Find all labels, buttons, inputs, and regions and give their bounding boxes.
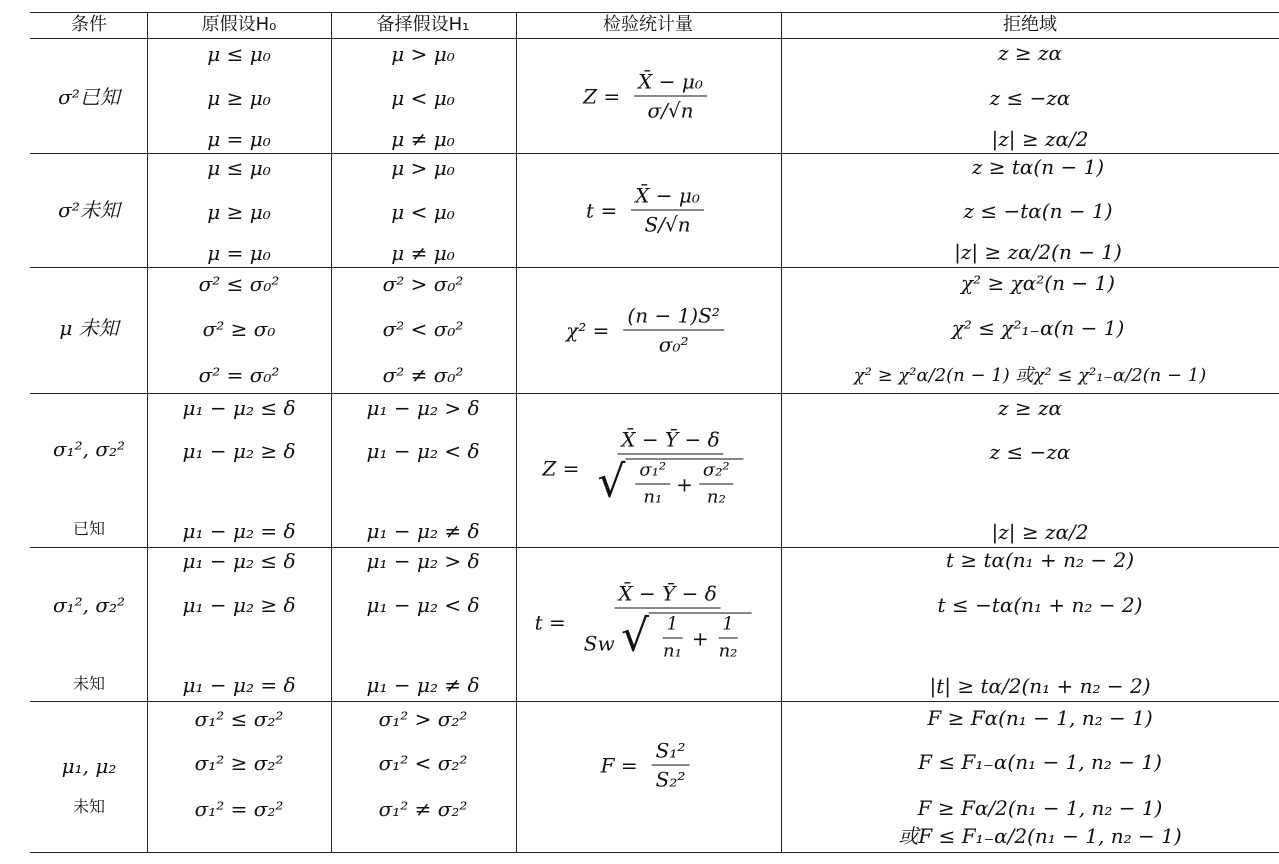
h0-cell: μ ≤ μ₀ [207, 156, 271, 180]
sqrt-icon: √ [597, 456, 626, 508]
h0-cell: μ₁ − μ₂ = δ [182, 673, 296, 697]
h1-cell: μ ≠ μ₀ [391, 127, 455, 151]
rejection-cell: |z| ≥ zα/2 [991, 127, 1089, 151]
column-divider [147, 12, 148, 852]
rejection-cell: z ≤ −zα [989, 440, 1071, 464]
formula-lhs: t = [586, 198, 618, 222]
formula-lhs: Z = [542, 456, 580, 480]
condition-cell: 已知 [72, 519, 106, 538]
h1-cell: μ ≠ μ₀ [391, 241, 455, 265]
h0-cell: σ₁² ≥ σ₂² [194, 751, 284, 775]
rejection-cell: t ≤ −tα(n₁ + n₂ − 2) [937, 593, 1143, 617]
formula-lhs: F = [600, 753, 638, 777]
h1-cell: μ₁ − μ₂ ≠ δ [366, 519, 480, 543]
h0-cell: μ₁ − μ₂ ≤ δ [182, 396, 296, 420]
h0-cell: μ ≥ μ₀ [207, 200, 271, 224]
column-divider [781, 12, 782, 852]
formula-denominator: S/√n [644, 212, 691, 237]
rejection-cell: z ≥ zα [997, 41, 1063, 65]
h0-cell: μ ≤ μ₀ [207, 42, 271, 66]
h1-cell: σ₁² < σ₂² [378, 751, 468, 775]
rejection-cell: F ≥ Fα(n₁ − 1, n₂ − 1) [927, 706, 1153, 730]
h1-cell: σ² > σ₀² [382, 272, 464, 296]
column-divider [516, 12, 517, 852]
test-statistic-formula [600, 738, 696, 792]
test-statistic-formula [534, 581, 762, 662]
h1-cell: σ² ≠ σ₀² [382, 363, 464, 387]
condition-cell: σ²已知 [58, 85, 120, 109]
condition-cell: 未知 [72, 797, 106, 816]
rejection-cell: χ² ≤ χ²₁₋α(n − 1) [951, 316, 1125, 340]
term: n₁ [643, 486, 663, 508]
plus-sign: + [691, 626, 709, 650]
h0-cell: μ₁ − μ₂ ≥ δ [182, 439, 296, 463]
condition-cell: μ₁, μ₂ [61, 754, 117, 778]
h0-cell: σ₁² ≤ σ₂² [194, 707, 284, 731]
formula-lhs: Z = [583, 84, 621, 108]
rejection-cell: F ≥ Fα/2(n₁ − 1, n₂ − 1) [917, 796, 1163, 820]
rejection-cell: z ≤ −zα [989, 86, 1071, 110]
test-statistic-formula [583, 69, 713, 123]
h0-cell: σ₁² = σ₂² [194, 797, 284, 821]
rejection-cell: |z| ≥ zα/2(n − 1) [954, 240, 1122, 264]
row-divider [30, 393, 1279, 394]
header-rule [30, 38, 1279, 39]
h0-cell: σ² ≤ σ₀² [198, 272, 280, 296]
rejection-cell: z ≥ tα(n − 1) [971, 155, 1105, 179]
h1-cell: σ₁² ≠ σ₂² [378, 797, 468, 821]
table-top-rule [30, 12, 1279, 13]
formula-denominator: σ₀² [658, 332, 689, 357]
h0-cell: μ₁ − μ₂ ≤ δ [182, 549, 296, 573]
condition-cell: σ₁², σ₂² [52, 593, 126, 617]
h0-cell: σ² ≥ σ₀ [202, 317, 276, 341]
formula-numerator: X̄ − Ȳ − δ [617, 430, 723, 455]
h1-cell: μ > μ₀ [391, 156, 455, 180]
formula-numerator: (n − 1)S² [623, 306, 723, 331]
h1-cell: μ < μ₀ [391, 86, 455, 110]
formula-lhs: t = [534, 610, 566, 634]
formula-denominator: σ/√n [647, 98, 694, 123]
row-divider [30, 267, 1279, 268]
h1-cell: μ < μ₀ [391, 200, 455, 224]
term: n₁ [663, 640, 682, 662]
term: 1 [718, 616, 737, 639]
formula-numerator: X̄ − μ₀ [634, 72, 707, 97]
term: σ₁² [635, 462, 670, 485]
h1-cell: μ > μ₀ [391, 42, 455, 66]
h0-cell: μ = μ₀ [207, 127, 271, 151]
formula-lhs: χ² = [566, 318, 610, 342]
term: 1 [663, 616, 682, 639]
pooled-sd: Sw [583, 631, 615, 656]
formula-denominator [580, 609, 756, 661]
test-statistic-formula [542, 427, 753, 508]
h1-cell: μ₁ − μ₂ > δ [366, 396, 480, 420]
plus-sign: + [676, 472, 693, 496]
h1-cell: σ² < σ₀² [382, 317, 464, 341]
header-rejection-region: 拒绝域 [1003, 14, 1057, 35]
rejection-cell: |z| ≥ zα/2 [991, 520, 1089, 544]
h0-cell: μ = μ₀ [207, 241, 271, 265]
row-divider [30, 153, 1279, 154]
formula-numerator: S₁² [652, 741, 690, 766]
rejection-cell: 或F ≤ F₁₋α/2(n₁ − 1, n₂ − 1) [898, 824, 1182, 848]
test-statistic-formula [586, 183, 710, 237]
condition-cell: σ²未知 [58, 198, 120, 222]
rejection-cell: F ≤ F₁₋α(n₁ − 1, n₂ − 1) [918, 750, 1162, 774]
h0-cell: μ₁ − μ₂ ≥ δ [182, 593, 296, 617]
header-alt-hypothesis: 备择假设H₁ [376, 14, 470, 35]
condition-cell: σ₁², σ₂² [52, 437, 126, 461]
formula-denominator [593, 455, 747, 507]
table-bottom-rule [30, 852, 1279, 853]
rejection-cell: z ≥ zα [997, 396, 1063, 420]
h1-cell: σ₁² > σ₂² [378, 707, 468, 731]
header-test-statistic: 检验统计量 [603, 14, 693, 35]
term: σ₂² [699, 462, 734, 485]
term: n₂ [718, 640, 738, 662]
rejection-cell: z ≤ −tα(n − 1) [963, 199, 1113, 223]
header-null-hypothesis: 原假设H₀ [201, 14, 277, 35]
h0-cell: μ ≥ μ₀ [207, 86, 271, 110]
sqrt-icon: √ [620, 610, 649, 662]
term: n₂ [706, 486, 726, 508]
rejection-cell: t ≥ tα(n₁ + n₂ − 2) [945, 548, 1135, 572]
condition-cell: 未知 [72, 674, 106, 693]
rejection-cell: χ² ≥ χα²(n − 1) [961, 271, 1115, 295]
h0-cell: σ² = σ₀² [198, 363, 280, 387]
column-divider [331, 12, 332, 852]
h1-cell: μ₁ − μ₂ ≠ δ [366, 673, 480, 697]
row-divider [30, 701, 1279, 702]
formula-denominator: S₂² [655, 767, 686, 792]
h1-cell: μ₁ − μ₂ < δ [366, 439, 480, 463]
rejection-cell: χ² ≥ χ²α/2(n − 1) 或χ² ≤ χ²₁₋α/2(n − 1) [853, 365, 1207, 386]
rejection-cell: |t| ≥ tα/2(n₁ + n₂ − 2) [929, 674, 1151, 698]
h1-cell: μ₁ − μ₂ > δ [366, 549, 480, 573]
h1-cell: μ₁ − μ₂ < δ [366, 593, 480, 617]
header-condition: 条件 [71, 14, 107, 35]
h0-cell: μ₁ − μ₂ = δ [182, 519, 296, 543]
test-statistic-formula [566, 303, 730, 357]
formula-numerator: X̄ − Ȳ − δ [614, 584, 720, 609]
formula-numerator: X̄ − μ₀ [631, 186, 704, 211]
condition-cell: μ 未知 [59, 316, 119, 340]
